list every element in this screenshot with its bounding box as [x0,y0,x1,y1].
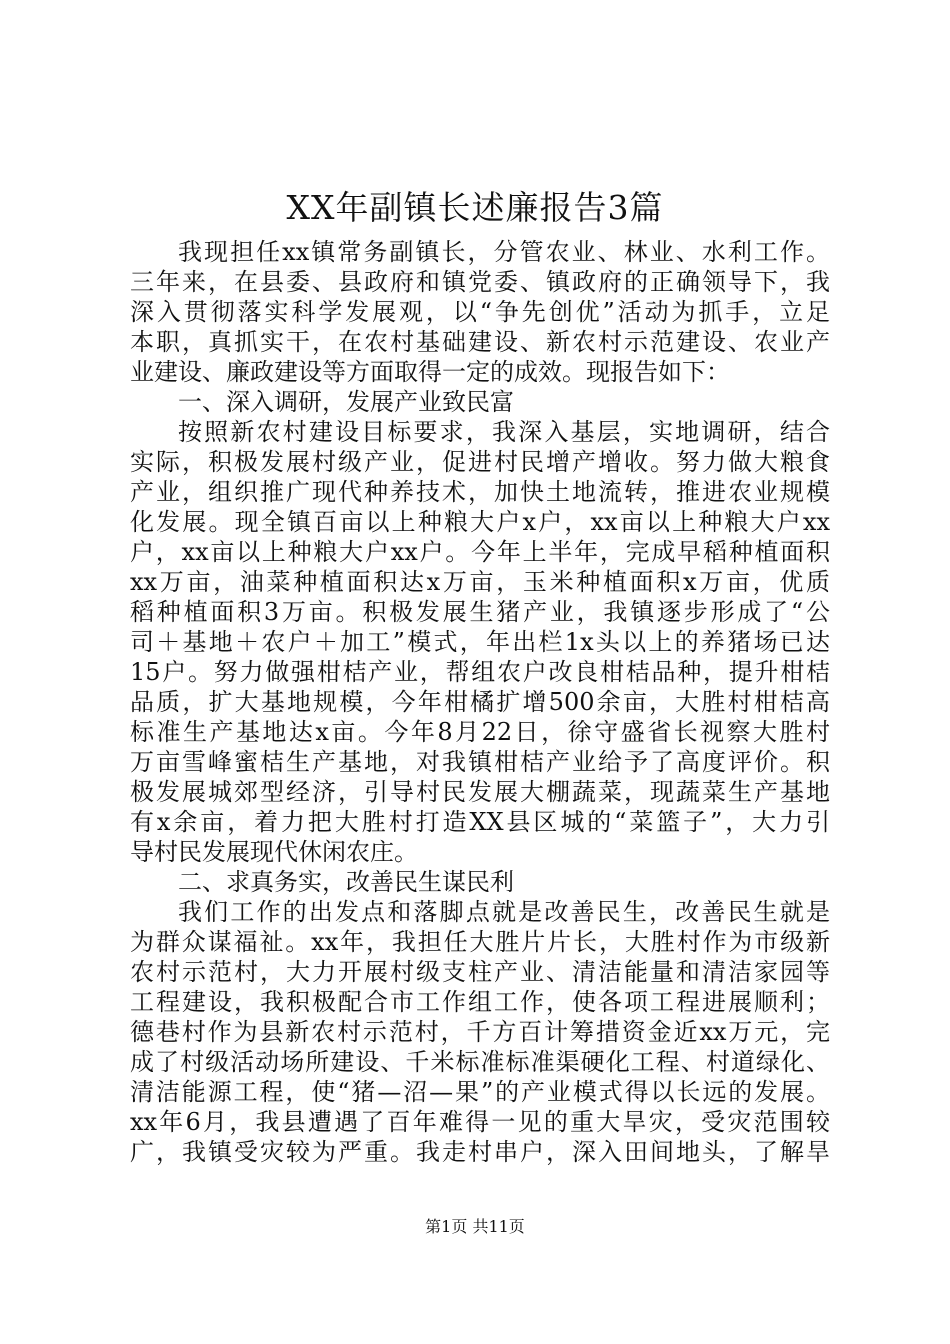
body-line: 有x余亩，着力把大胜村打造XX县区城的“菜篮子”，大力引 [130,808,830,836]
body-line: 本职，真抓实干，在农村基础建设、新农村示范建设、农业产 [130,328,830,356]
body-line: xx万亩，油菜种植面积达x万亩，玉米种植面积x万亩，优质 [130,568,830,596]
body-line: 化发展。现全镇百亩以上种粮大户x户，xx亩以上种粮大户xx [130,508,830,536]
body-line: 实际，积极发展村级产业，促进村民增产增收。努力做大粮食 [130,448,830,476]
body-line: 我们工作的出发点和落脚点就是改善民生，改善民生就是 [178,898,830,926]
body-line: 品质，扩大基地规模，今年柑橘扩增500余亩，大胜村柑桔高 [130,688,830,716]
body-line: 一、深入调研，发展产业致民富 [178,388,514,416]
body-line: 15户。努力做强柑桔产业，帮组农户改良柑桔品种，提升柑桔 [130,658,830,686]
document-body [130,237,830,1167]
body-line: 产业，组织推广现代种养技术，加快土地流转，推进农业规模 [130,478,830,506]
body-line: 德巷村作为县新农村示范村，千方百计筹措资金近xx万元，完 [130,1018,830,1046]
body-line: xx年6月，我县遭遇了百年难得一见的重大旱灾，受灾范围较 [130,1108,830,1136]
body-line: 导村民发展现代休闲农庄。 [130,838,418,866]
body-line: 三年来，在县委、县政府和镇党委、镇政府的正确领导下，我 [130,268,830,296]
body-line: 二、求真务实，改善民生谋民利 [178,868,514,896]
body-line: 户，xx亩以上种粮大户xx户。今年上半年，完成早稻种植面积 [130,538,830,566]
body-line: 稻种植面积3万亩。积极发展生猪产业，我镇逐步形成了“公 [130,598,830,626]
body-line: 为群众谋福祉。xx年，我担任大胜片片长，大胜村作为市级新 [130,928,830,956]
body-line: 清洁能源工程，使“猪—沼—果”的产业模式得以长远的发展。 [130,1078,830,1106]
body-line: 深入贯彻落实科学发展观，以“争先创优”活动为抓手，立足 [130,298,830,326]
body-line: 极发展城郊型经济，引导村民发展大棚蔬菜，现蔬菜生产基地 [130,778,830,806]
body-line: 农村示范村，大力开展村级支柱产业、清洁能量和清洁家园等 [130,958,830,986]
body-line: 业建设、廉政建设等方面取得一定的成效。现报告如下： [130,358,730,386]
body-line: 司＋基地＋农户＋加工”模式，年出栏1x头以上的养猪场已达 [130,628,830,656]
body-line: 我现担任xx镇常务副镇长，分管农业、林业、水利工作。 [178,238,830,266]
body-line: 按照新农村建设目标要求，我深入基层，实地调研，结合 [178,418,830,446]
body-line: 工程建设，我积极配合市工作组工作，使各项工程进展顺利； [130,988,830,1016]
body-line: 成了村级活动场所建设、千米标准标准渠硬化工程、村道绿化、 [130,1048,830,1076]
document-title: XX年副镇长述廉报告3篇 [286,188,664,227]
page-footer: 第1页 共11页 [425,1217,525,1236]
body-line: 广，我镇受灾较为严重。我走村串户，深入田间地头，了解旱 [130,1138,830,1166]
body-line: 万亩雪峰蜜桔生产基地，对我镇柑桔产业给予了高度评价。积 [130,748,830,776]
body-line: 标准生产基地达x亩。今年8月22日，徐守盛省长视察大胜村 [130,718,830,746]
